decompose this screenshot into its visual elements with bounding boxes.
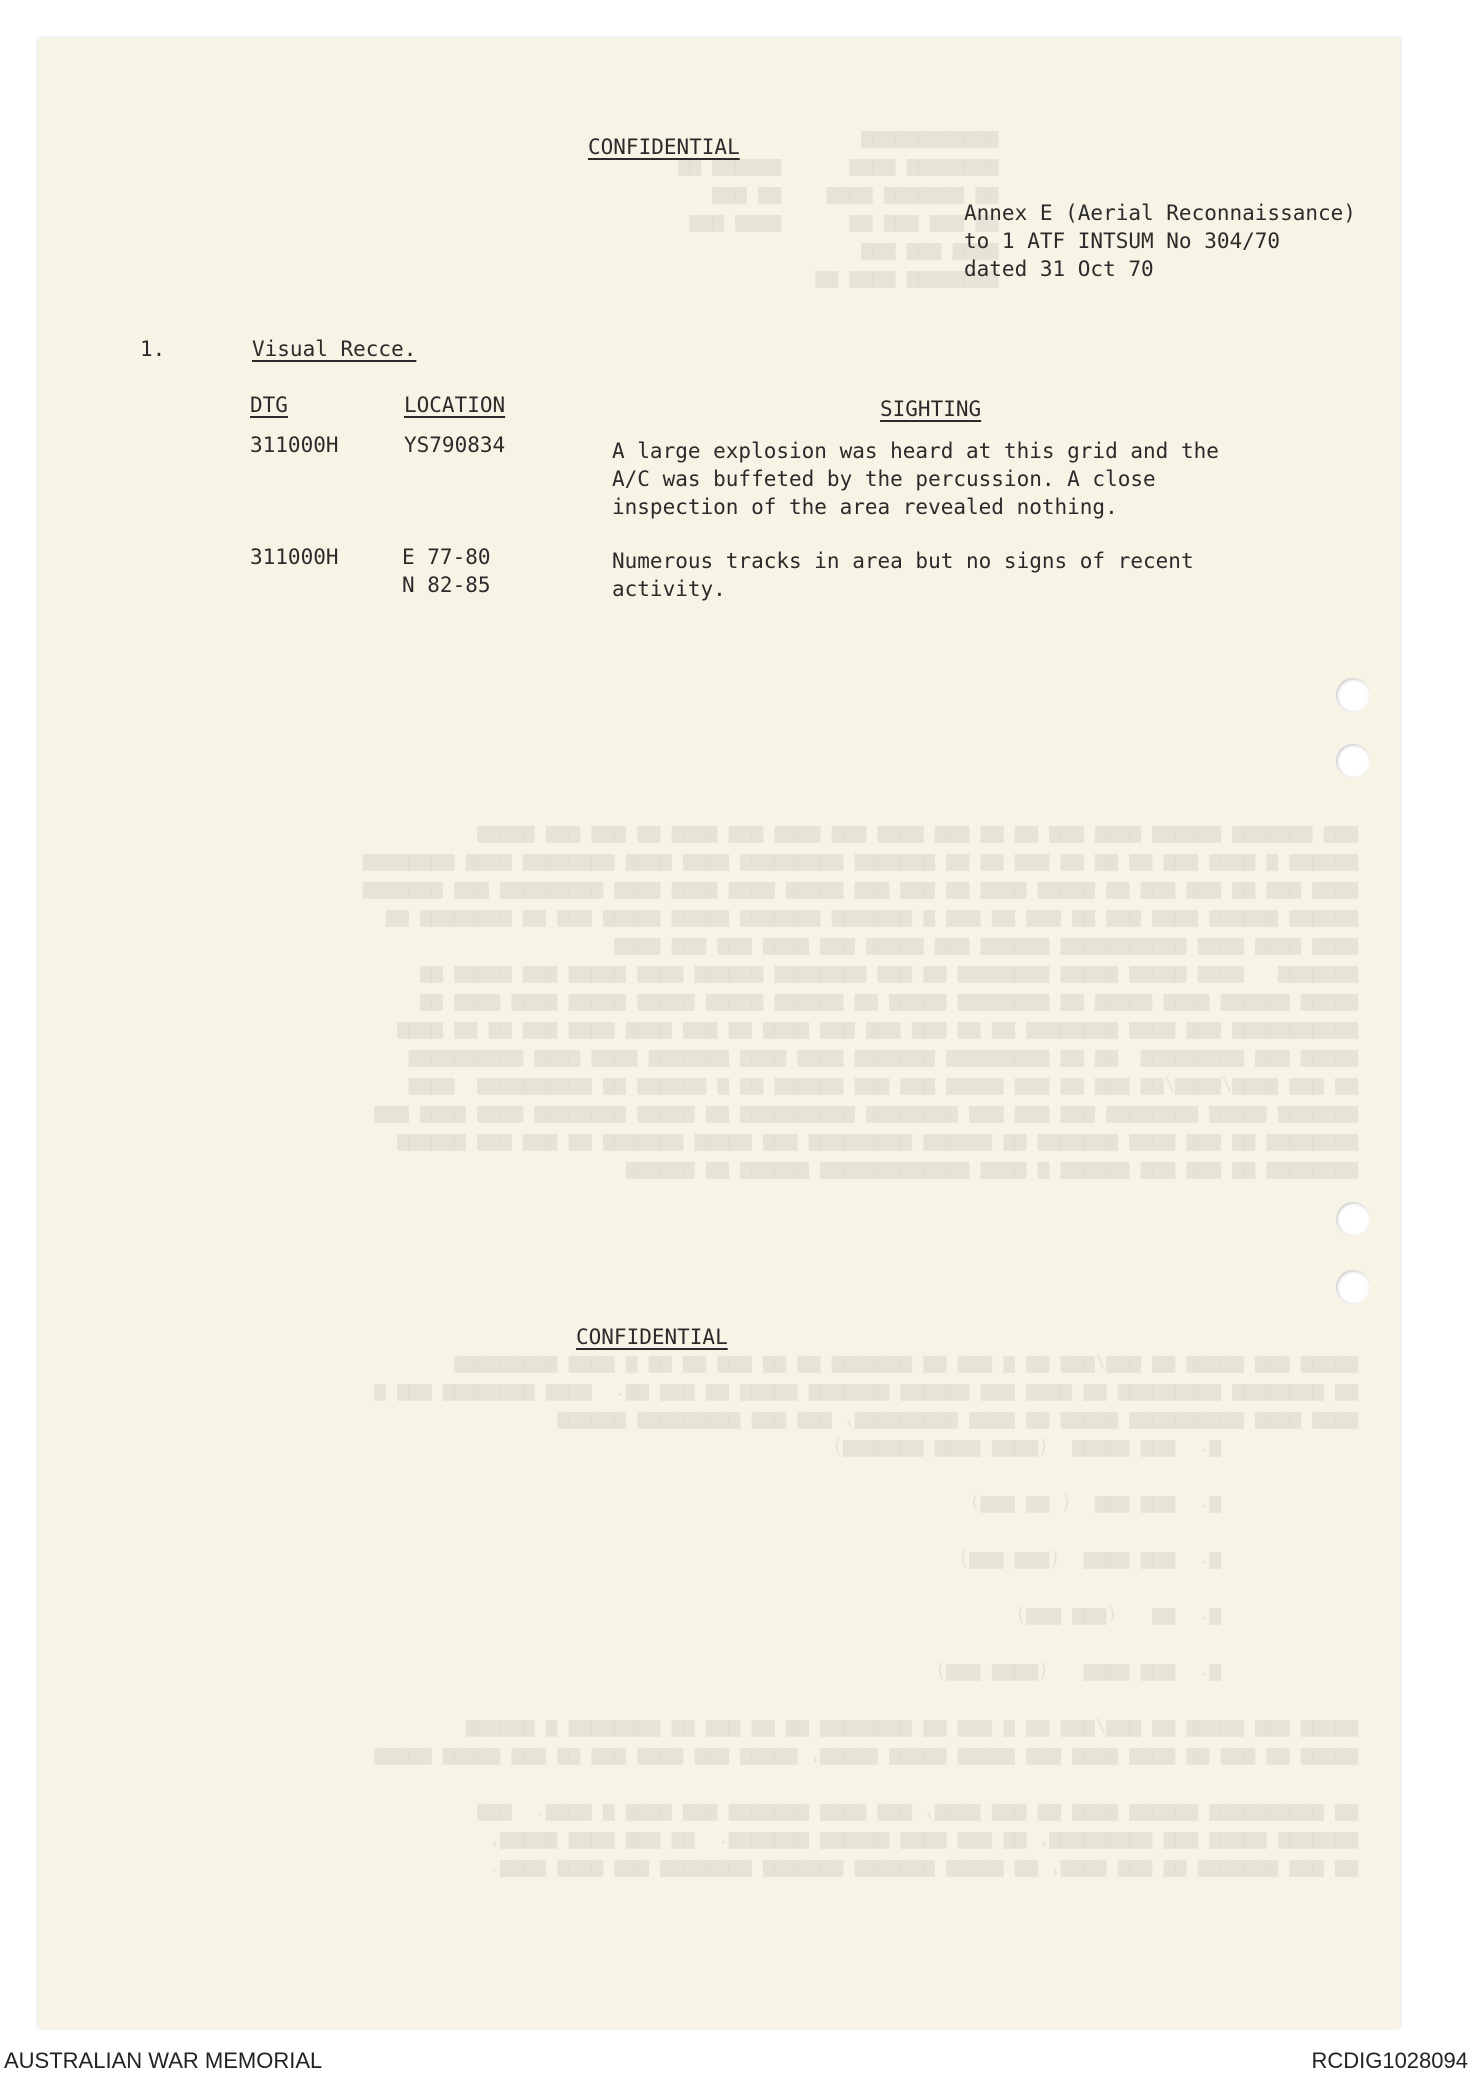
- archive-source-label: AUSTRALIAN WAR MEMORIAL: [4, 2048, 323, 2073]
- row-location: E 77-80: [402, 545, 491, 569]
- row-sighting-line: A/C was buffeted by the percussion. A close: [612, 467, 1156, 491]
- classification-header: CONFIDENTIAL: [588, 135, 740, 159]
- annex-line-2: to 1 ATF INTSUM No 304/70: [964, 229, 1281, 253]
- row-sighting-line: activity.: [612, 577, 726, 601]
- row-location: YS790834: [404, 433, 506, 457]
- row-sighting-line: inspection of the area revealed nothing.: [612, 495, 1118, 519]
- punch-hole: [1336, 1202, 1370, 1236]
- punch-hole: [1336, 678, 1370, 712]
- bleed-through-text: ▆▆▆ ▆▆▆▆▆▆▆ ▆▆▆▆▆▆ ▆▆▆▆ ▆▆▆ ▆▆ ▆▆ ▆▆▆ ▆▆▆▆ ▆▆▆ ▆▆▆▆ ▆▆▆ ▆▆▆▆ ▆▆ ▆▆▆ ▆▆▆ ▆▆▆▆▆ ▆▆▆▆▆▆ ▆ ▆▆▆▆ ▆▆▆ ▆▆ ▆▆ ▆▆ ▆▆▆ ▆▆ ▆▆ ▆▆▆▆▆▆▆ ▆▆▆▆▆▆▆▆▆ ▆▆▆▆ ▆▆▆▆ ▆▆▆▆▆▆▆▆ ▆▆▆▆ ▆▆▆▆▆▆▆▆ ▆▆▆▆ ▆▆▆ ▆▆ ▆▆▆ ▆▆▆ ▆▆ ▆▆▆▆▆ ▆▆▆▆ ▆▆ ▆▆▆ ▆▆▆ ▆▆▆▆▆ ▆▆▆▆ ▆▆▆▆ ▆▆▆▆ ▆▆▆▆▆▆▆▆▆ ▆▆▆ ▆▆▆▆▆▆▆ ▆▆▆▆▆▆ ▆▆▆▆▆▆ ▆▆▆▆ ▆▆▆ ▆▆ ▆▆▆ ▆▆ ▆▆▆ ▆ ▆▆▆▆▆▆▆ ▆▆▆▆▆▆▆ ▆▆▆▆▆ ▆▆▆▆▆ ▆▆▆ ▆▆ ▆▆▆▆▆▆▆▆ ▆▆ ▆▆▆▆ ▆▆▆▆ ▆▆▆▆ ▆▆▆▆▆▆▆▆▆▆▆ ▆▆▆▆▆▆ ▆▆▆ ▆▆▆▆▆ ▆▆▆ ▆▆▆▆ ▆▆▆ ▆▆▆ ▆▆▆▆ ▆▆▆▆▆▆▆ ▆▆▆▆ ▆▆▆▆▆ ▆▆▆▆▆ ▆▆▆▆▆▆▆▆ ▆▆ ▆▆▆ ▆▆▆▆▆▆▆▆ ▆▆▆▆▆▆ ▆▆▆▆ ▆▆▆▆▆ ▆▆▆ ▆▆▆▆▆ ▆▆ ▆▆▆▆▆ ▆▆▆▆▆▆ ▆▆▆▆ ▆▆▆▆▆ ▆▆ ▆▆▆▆▆▆▆▆ ▆▆▆▆▆ ▆▆ ▆▆▆▆▆▆ ▆▆▆▆▆ ▆▆▆▆▆ ▆▆▆▆▆ ▆▆▆▆ ▆▆▆▆ ▆▆ ▆▆▆▆▆▆▆▆▆▆▆ ▆▆▆ ▆▆▆▆ ▆▆▆▆▆▆▆▆ ▆▆ ▆▆ ▆▆▆ ▆▆▆ ▆▆▆ ▆▆▆▆ ▆▆ ▆▆▆ ▆▆▆▆ ▆▆▆▆ ▆▆▆ ▆▆ ▆▆ ▆▆▆▆ ▆▆▆▆▆ ▆▆▆ ▆▆▆▆▆▆▆▆▆ ▆▆ ▆▆ ▆▆▆▆▆▆▆▆▆ ▆▆▆▆▆▆▆ ▆▆▆▆ ▆▆▆▆ ▆▆▆▆▆▆▆ ▆▆▆▆ ▆▆▆▆ ▆▆▆▆▆▆▆▆▆▆ ▆▆ ▆▆▆ ▆▆▆▆/▆▆▆▆/▆▆ ▆▆▆ ▆▆ ▆▆▆ ▆▆▆▆▆ ▆▆▆ ▆▆▆ ▆▆▆▆▆▆ ▆▆ ▆ ▆▆▆▆▆▆ ▆▆ ▆▆▆▆▆▆▆▆▆▆ ▆▆▆▆ ▆▆▆▆▆▆▆ ▆▆▆▆▆ ▆▆▆▆▆▆▆▆ ▆▆▆ ▆▆▆ ▆▆▆ ▆▆▆▆▆▆▆▆ ▆▆▆▆▆▆▆▆▆▆ ▆▆ ▆▆▆▆▆ ▆▆▆▆▆▆▆▆ ▆▆▆▆ ▆▆▆▆ ▆▆▆ ▆▆▆▆▆▆▆▆ ▆▆ ▆▆▆ ▆▆▆▆ ▆▆▆▆▆▆▆ ▆▆ ▆▆▆▆▆▆ ▆▆▆▆▆▆▆▆▆ ▆▆▆ ▆▆▆▆▆ ▆▆▆▆▆▆▆ ▆▆ ▆▆▆ ▆▆▆ ▆▆▆▆▆▆ ▆▆▆▆▆▆▆▆ ▆▆ ▆▆▆ ▆▆▆ ▆▆▆▆▆▆ ▆ ▆▆▆▆ ▆▆▆▆▆▆▆▆▆▆▆▆▆ ▆▆▆▆▆▆ ▆▆ ▆▆▆▆▆▆: [362, 821, 1358, 1179]
- document-page: [38, 38, 1400, 2028]
- row-sighting-line: Numerous tracks in area but no signs of recent: [612, 549, 1194, 573]
- section-number: 1.: [140, 337, 166, 361]
- bleed-through-text: ▆▆▆▆▆▆▆▆▆▆▆▆ ▆▆▆▆▆▆▆▆ ▆▆▆▆ ▆▆▆▆▆▆ ▆▆ ▆▆ ▆▆▆▆▆▆▆ ▆▆▆▆ ▆▆ ▆▆▆ ▆▆ ▆▆▆ ▆▆▆ ▆▆ ▆▆▆▆ ▆▆▆ ▆▆▆▆ ▆▆▆ ▆▆▆ ▆▆▆▆▆▆▆▆ ▆▆▆▆ ▆▆: [678, 126, 999, 288]
- section-title: Visual Recce.: [252, 337, 417, 361]
- archive-reference-id: RCDIG1028094: [1311, 2048, 1468, 2073]
- punch-hole: [1336, 744, 1370, 778]
- annex-line-1: Annex E (Aerial Reconnaissance): [964, 201, 1356, 225]
- column-header-location: LOCATION: [404, 393, 506, 417]
- bleed-through-text: ▆▆▆▆▆ ▆▆▆ ▆▆▆▆▆ ▆▆ ▆▆▆/▆▆▆ ▆▆ ▆ ▆▆▆ ▆▆ ▆▆▆▆▆▆▆ ▆▆ ▆▆ ▆▆▆ ▆▆ ▆▆ ▆ ▆▆▆▆ ▆▆▆▆▆▆▆▆▆ ▆▆ ▆▆▆▆▆▆▆▆ ▆▆▆▆▆▆▆▆▆ ▆▆ ▆▆▆▆ ▆▆▆ ▆▆▆▆▆▆ ▆▆▆▆▆▆▆ ▆▆▆▆▆ ▆▆ ▆▆▆ ▆▆. ▆▆▆▆ ▆▆▆▆▆▆▆▆ ▆▆▆ ▆ ▆▆▆▆ ▆▆▆▆ ▆▆▆▆▆▆▆▆▆▆ ▆▆▆▆▆ ▆▆ ▆▆▆▆ ▆▆▆▆▆▆▆▆▆, ▆▆▆ ▆▆▆ ▆▆▆▆▆▆▆▆▆ ▆▆▆▆▆▆ ▆. ▆▆▆ ▆▆▆▆▆ (▆▆▆▆ ▆▆▆▆ ▆▆▆▆▆▆▆) ▆. ▆▆▆ ▆▆▆ ( ▆▆ ▆▆▆) ▆. ▆▆▆ ▆▆▆▆ (▆▆▆ ▆▆▆) ▆. ▆▆ (▆▆▆ ▆▆▆) ▆. ▆▆▆ ▆▆▆▆ (▆▆▆▆ ▆▆▆) ▆▆▆▆▆ ▆▆▆ ▆▆▆▆▆ ▆▆ ▆▆▆/▆▆▆ ▆▆ ▆ ▆▆▆ ▆▆ ▆▆▆▆▆▆▆▆ ▆▆ ▆▆ ▆▆▆ ▆▆ ▆▆▆▆▆▆▆▆ ▆ ▆▆▆▆▆▆ ▆▆▆▆▆ ▆▆ ▆▆▆ ▆▆ ▆▆▆▆ ▆▆▆▆ ▆▆▆ ▆▆▆▆▆ ▆▆▆▆▆ ▆▆▆▆▆, ▆▆▆▆▆ ▆▆▆ ▆▆▆▆ ▆▆▆ ▆▆ ▆▆▆ ▆▆▆▆▆ ▆▆▆▆▆ ▆▆ ▆▆▆▆▆▆▆▆▆▆ ▆▆▆▆▆▆ ▆▆▆▆ ▆▆ ▆▆▆ ▆▆▆▆, ▆▆▆ ▆▆▆▆ ▆▆▆▆▆▆▆ ▆▆▆ ▆▆▆▆ ▆ ▆▆▆▆. ▆▆▆ ▆▆▆▆▆▆▆ ▆▆▆▆▆ ▆▆▆ ▆▆▆▆▆▆▆▆▆, ▆▆ ▆▆▆ ▆▆▆▆ ▆▆▆▆▆▆ ▆▆▆▆▆▆▆. ▆▆ ▆▆▆ ▆▆▆▆ ▆▆▆▆▆, ▆▆ ▆▆▆ ▆▆▆▆▆▆▆ ▆▆ ▆▆▆ ▆▆▆▆, ▆▆ ▆▆▆▆▆ ▆▆▆▆▆▆▆ ▆▆▆▆▆▆▆ ▆▆▆▆▆▆▆▆ ▆▆▆ ▆▆▆▆ ▆▆▆▆.: [374, 1351, 1358, 1877]
- classification-footer: CONFIDENTIAL: [576, 1325, 728, 1349]
- annex-line-3: dated 31 Oct 70: [964, 257, 1154, 281]
- row-sighting-line: A large explosion was heard at this grid and the: [612, 439, 1219, 463]
- column-header-dtg: DTG: [250, 393, 288, 417]
- row-location: N 82-85: [402, 573, 491, 597]
- row-dtg: 311000H: [250, 433, 339, 457]
- row-dtg: 311000H: [250, 545, 339, 569]
- column-header-sighting: SIGHTING: [880, 397, 982, 421]
- punch-hole: [1336, 1270, 1370, 1304]
